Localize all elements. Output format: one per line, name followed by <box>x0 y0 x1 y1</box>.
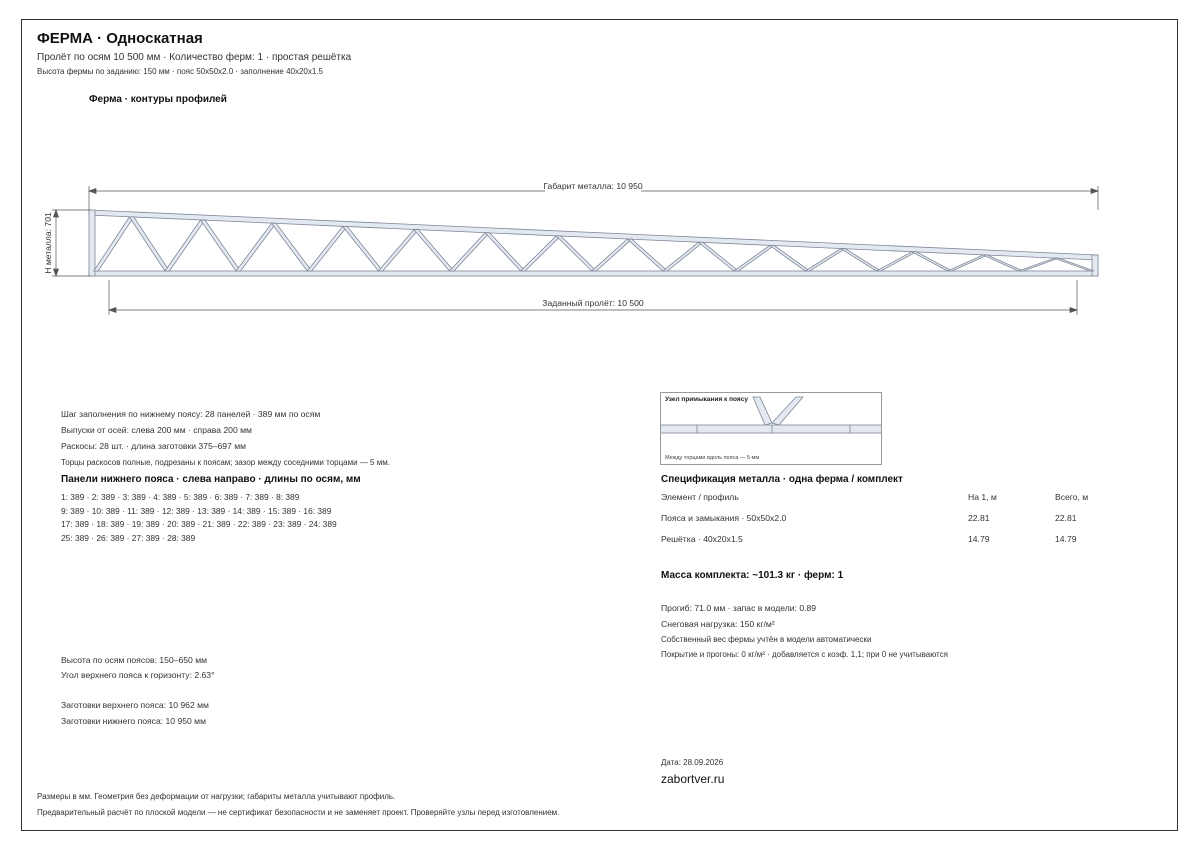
axis-heights-text: Высота по осям поясов: 150–650 мм <box>61 655 208 665</box>
spec-cell: 14.79 <box>1055 533 1077 544</box>
web-brace <box>1054 258 1094 271</box>
web-brace <box>699 242 739 271</box>
web-brace <box>627 239 667 271</box>
web-brace <box>129 217 169 271</box>
web-brace <box>556 236 596 271</box>
web-brace <box>485 233 525 271</box>
subtitle-span: Пролёт по осям 10 500 мм · Количество ферм: 1 · простая решётка <box>37 52 352 63</box>
deflection-text: Прогиб: 71.0 мм · запас в модели: 0.89 <box>661 603 817 613</box>
spec-cell: Решётка · 40x20x1.5 <box>661 533 743 544</box>
panels-row: 17: 389 · 18: 389 · 19: 389 · 20: 389 · 21: 389 · 22: 389 · 23: 389 · 24: 389 <box>61 519 337 530</box>
web-brace <box>521 236 561 271</box>
spec-row <box>661 507 1101 528</box>
web-brace <box>1019 258 1059 271</box>
set-mass: Масса комплекта: ~101.3 кг · ферм: 1 <box>661 570 844 581</box>
web-brace <box>805 249 845 271</box>
web-brace <box>876 252 916 271</box>
truss-profiles <box>89 210 1098 276</box>
overall-dimension-label: Габарит металла: 10 950 <box>543 181 643 191</box>
roofing-text: Покрытие и прогоны: 0 кг/м² · добавляется с коэф. 1,1; при 0 не учитываются <box>661 650 948 659</box>
spec-header-element: Элемент / профиль <box>661 491 739 502</box>
right-end-post <box>1092 255 1098 276</box>
spec-header-total: Всего, м <box>1055 491 1089 502</box>
footer-note-dimensions: Размеры в мм. Геометрия без деформации от нагрузки; габариты металла учитывают профиль. <box>37 792 396 801</box>
bottom-chord <box>89 271 1098 276</box>
web-brace <box>272 223 312 271</box>
web-brace <box>414 230 454 271</box>
web-brace <box>948 255 988 271</box>
left-end-post <box>89 210 95 276</box>
fill-step-text: Шаг заполнения по нижнему поясу: 28 панелей · 389 мм по осям <box>61 409 321 419</box>
spec-cell: 14.79 <box>968 533 990 544</box>
spec-cell: Пояса и замыкания · 50x50x2.0 <box>661 512 787 523</box>
bottom-blanks-text: Заготовки нижнего пояса: 10 950 мм <box>61 716 206 726</box>
spec-header-row <box>661 486 1101 507</box>
panels-row: 1: 389 · 2: 389 · 3: 389 · 4: 389 · 5: 389 · 6: 389 · 7: 389 · 8: 389 <box>61 492 300 502</box>
panels-row: 9: 389 · 10: 389 · 11: 389 · 12: 389 · 13: 389 · 14: 389 · 15: 389 · 16: 389 <box>61 505 332 516</box>
web-brace <box>378 230 418 271</box>
ends-text: Торцы раскосов полные, подрезаны к поясам; зазор между соседними торцами — 5 мм. <box>61 458 390 467</box>
web-brace <box>983 255 1023 271</box>
web-brace <box>343 226 383 271</box>
braces-text: Раскосы: 28 шт. · длина заготовки 375–697 мм <box>61 441 247 451</box>
web-brace <box>94 217 134 271</box>
spec-title: Спецификация металла · одна ферма / комплект <box>661 474 903 485</box>
node-detail-title: Узел примыкания к поясу <box>665 396 748 403</box>
subtitle-profiles: Высота фермы по заданию: 150 мм · пояс 50x50x2.0 · заполнение 40x20x1.5 <box>37 67 323 76</box>
height-dimension-label: H металла: 701 <box>43 212 53 274</box>
page-title: ФЕРМА · Односкатная <box>37 30 203 47</box>
web-brace <box>201 220 241 271</box>
node-detail-note: Между торцами вдоль пояса — 5 мм <box>665 455 760 461</box>
panels-list <box>61 491 337 546</box>
spec-table <box>661 486 1101 549</box>
date-text: Дата: 28.09.2026 <box>661 758 724 767</box>
web-brace <box>841 249 881 271</box>
node-detail <box>660 392 882 465</box>
panels-row: 25: 389 · 26: 389 · 27: 389 · 28: 389 <box>61 533 196 544</box>
web-brace <box>663 242 703 271</box>
top-blanks-text: Заготовки верхнего пояса: 10 962 мм <box>61 700 209 710</box>
spec-row <box>661 528 1101 549</box>
web-brace <box>307 226 347 271</box>
overhangs-text: Выпуски от осей: слева 200 мм · справа 200 мм <box>61 425 252 435</box>
spec-cell: 22.81 <box>1055 512 1077 523</box>
span-dimension-label: Заданный пролёт: 10 500 <box>542 298 644 308</box>
snow-load-text: Снеговая нагрузка: 150 кг/м² <box>661 619 775 629</box>
spec-cell: 22.81 <box>968 512 990 523</box>
drawing-title: Ферма · контуры профилей <box>89 94 227 105</box>
web-brace <box>165 220 205 271</box>
web-brace <box>236 223 276 271</box>
web-brace <box>450 233 490 271</box>
web-brace <box>770 245 810 271</box>
web-brace <box>592 239 632 271</box>
panels-title: Панели нижнего пояса · слева направо · длины по осям, мм <box>61 474 361 485</box>
web-brace <box>912 252 952 271</box>
top-chord <box>89 210 1098 260</box>
spec-header-per-one: На 1, м <box>968 491 997 502</box>
height-dimension <box>52 210 90 276</box>
site-name: zabortver.ru <box>661 772 725 786</box>
web-brace <box>734 245 774 271</box>
truss-drawing <box>0 0 1200 330</box>
footer-note-disclaimer: Предварительный расчёт по плоской модели — не сертификат безопасности и не заменяет проект. Проверяйте узлы перед изготовлением. <box>37 808 560 817</box>
top-angle-text: Угол верхнего пояса к горизонту: 2.63° <box>61 670 215 680</box>
self-weight-text: Собственный вес фермы учтён в модели автоматически <box>661 635 872 644</box>
